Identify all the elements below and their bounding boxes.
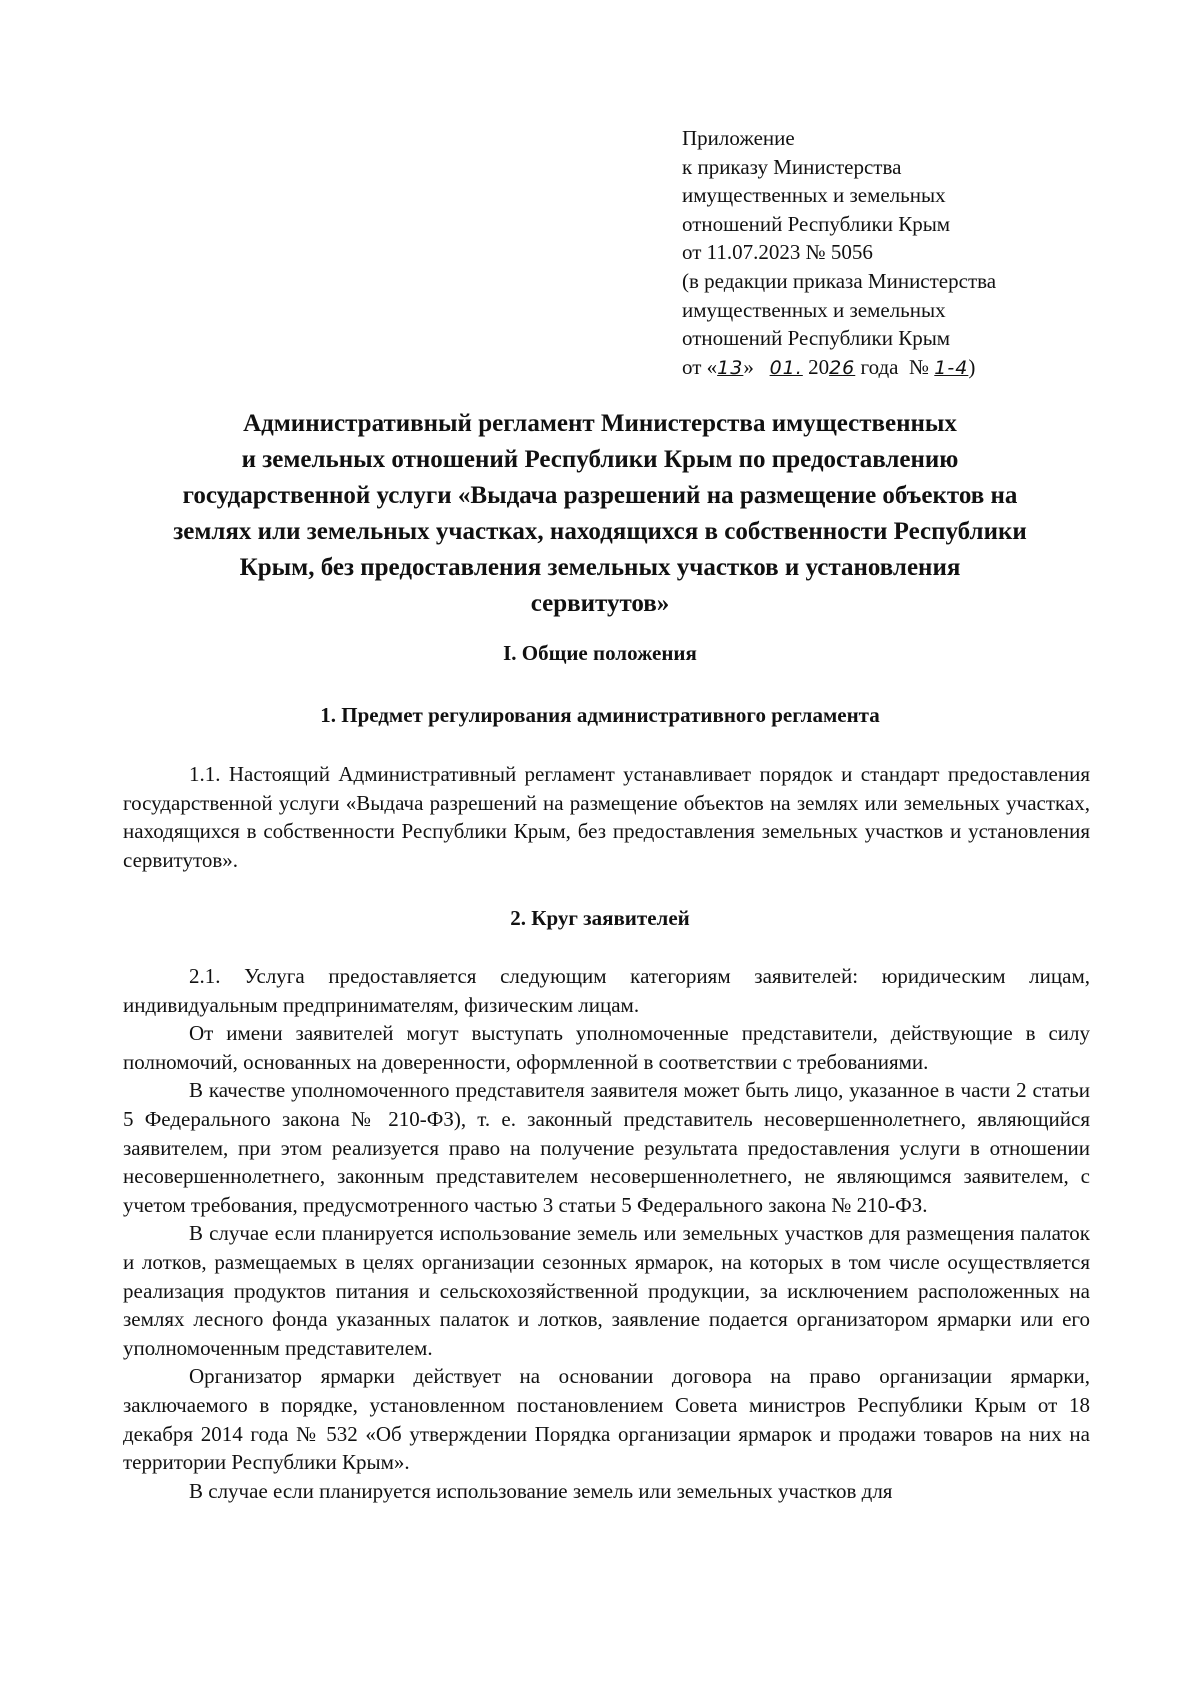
title-line: сервитутов» — [530, 590, 670, 617]
paragraph: В случае если планируется использование земель или земельных участков для — [189, 1478, 893, 1503]
appendix-block — [682, 124, 1122, 382]
document-title — [112, 406, 1088, 622]
appendix-line: к приказу Министерства — [682, 154, 902, 179]
paragraph: Организатор ярмарки действует на основании договора на право организации ярмарки, заключаемого в порядке, установленном постановлением Совета министров Республики Крым от 18 декабря 2014 года № 532 «Об утверждении Порядка организации ярмарок и продажи товаров на них на территории Республики Крым». — [123, 1364, 1090, 1475]
appendix-line: от 11.07.2023 № 5056 — [682, 240, 873, 265]
paragraph: 2.1. Услуга предоставляется следующим категориям заявителей: юридическим лицам, индивидуальным предпринимателям, физическим лицам. — [123, 964, 1090, 1017]
date-year-word: года — [860, 354, 899, 379]
subsection-heading: 1. Предмет регулирования административного регламента — [320, 703, 880, 727]
title-line: и земельных отношений Республики Крым по предоставлению — [241, 446, 959, 473]
date-sep: » — [743, 354, 754, 379]
appendix-line: имущественных и земельных — [682, 183, 946, 208]
section-heading: I. Общие положения — [503, 641, 697, 665]
subsection2-body — [123, 962, 1090, 1505]
amendment-date-line — [682, 353, 1122, 383]
title-line: Административный регламент Министерства имущественных — [243, 410, 957, 437]
number-handwritten: 1-4 — [934, 356, 969, 379]
closing-paren: ) — [968, 354, 976, 379]
appendix-line: (в редакции приказа Министерства — [682, 268, 997, 293]
appendix-line: Приложение — [682, 126, 795, 150]
number-prefix: № — [909, 354, 930, 379]
date-day-handwritten: 13 — [717, 356, 744, 379]
paragraph: В случае если планируется использование земель или земельных участков для размещения палаток и лотков, размещаемых в целях организации сезонных ярмарок, на которых в том числе осуществляется реализация продуктов питания и сельскохозяйственной продукции, за исключением расположенных на землях лесного фонда указанных палаток и лотков, заявление подается организатором ярмарки или его уполномоченным представителем. — [123, 1221, 1090, 1360]
appendix-line: имущественных и земельных — [682, 297, 946, 322]
paragraph: 1.1. Настоящий Административный регламент устанавливает порядок и стандарт предоставления государственной услуги «Выдача разрешений на размещение объектов на землях или земельных участках, находящихся в собственности Республики Крым, без предоставления земельных участков и установления сервитутов». — [123, 762, 1090, 872]
appendix-line: отношений Республики Крым — [682, 211, 951, 236]
appendix-line: отношений Республики Крым — [682, 326, 951, 351]
date-year-prefix: 20 — [808, 354, 830, 379]
paragraph: От имени заявителей могут выступать уполномоченные представители, действующие в силу полномочий, основанных на доверенности, оформленной в соответствии с требованиями. — [123, 1021, 1090, 1074]
date-month-handwritten: 01. — [769, 356, 803, 379]
paragraph: В качестве уполномоченного представителя заявителя может быть лицо, указанное в части 2 статьи 5 Федерального закона № 210-ФЗ), т. е. законный представитель несовершеннолетнего, являющийся заявителем, при этом реализуется право на получение результата предоставления услуги в отношении несовершеннолетнего, законным представителем несовершеннолетнего, не являющимся заявителем, с учетом требования, предусмотренного частью 3 статьи 5 Федерального закона № 210-ФЗ. — [123, 1078, 1090, 1217]
subsection1-body — [123, 760, 1090, 874]
date-year-handwritten: 26 — [829, 356, 856, 379]
title-line: землях или земельных участках, находящихся в собственности Республики — [173, 518, 1027, 545]
subsection-heading: 2. Круг заявителей — [510, 906, 690, 930]
title-line: государственной услуги «Выдача разрешений на размещение объектов на — [182, 482, 1018, 509]
date-prefix: от « — [682, 354, 718, 379]
title-line: Крым, без предоставления земельных участков и установления — [239, 554, 961, 581]
